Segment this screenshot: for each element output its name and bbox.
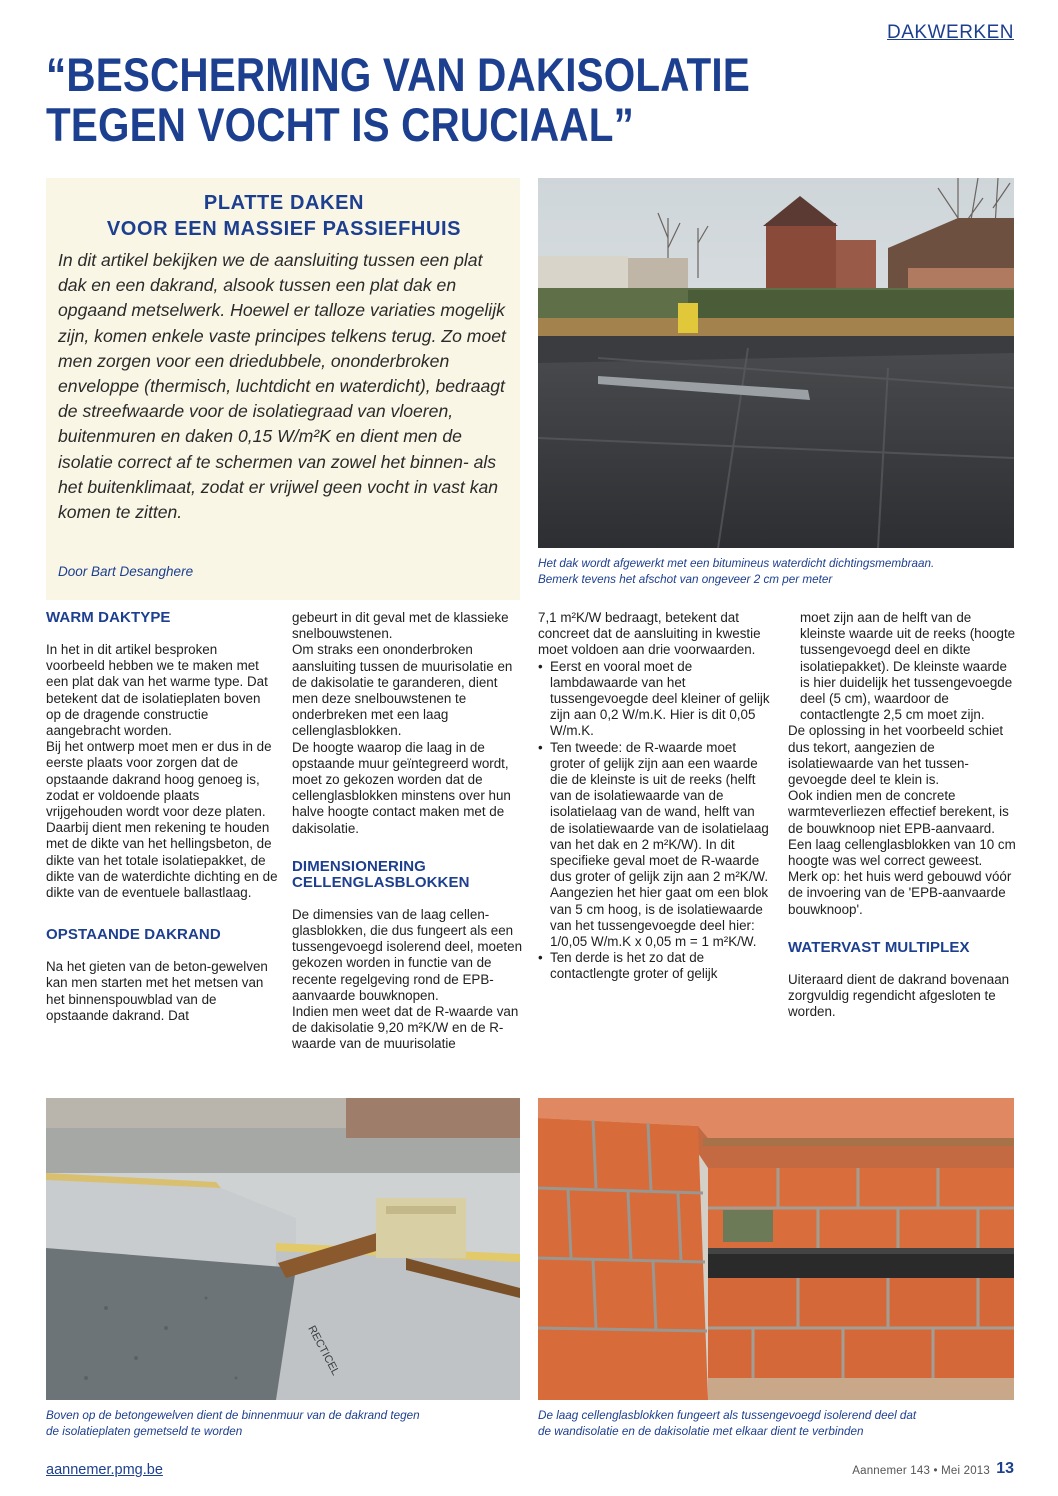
text-column-4: [788, 610, 1016, 1020]
footer-website-link[interactable]: aannemer.pmg.be: [46, 1462, 163, 1478]
col2-paragraph-1: gebeurt in dit geval met de klassieke snelbouwstenen.: [292, 610, 509, 642]
photo-brick-parapet: [538, 1098, 1014, 1400]
kicker-line-1: PLATTE DAKEN: [203, 192, 365, 214]
col2-paragraph-2: Om straks een ononderbroken aansluiting tussen de muurisolatie en de dakisolatie te garanderen, dient men deze snelbouwstenen te onderbreken met een laag cellenglasblokken.: [292, 642, 513, 739]
col2-paragraph-5: Indien men weet dat de R-waarde van de dakisolatie 9,20 m²K/W en de R-waarde van de muurisolatie: [292, 1004, 519, 1052]
col4-paragraph-4: Merk op: het huis werd gebouwd vóór de invoering van de 'EPB-aanvaarde bouwknoop'.: [788, 869, 1012, 917]
col1-paragraph-4: Na het gieten van de beton-gewelven kan men starten met het metsen van het binnenspouwblad van de opstaande dakrand. Dat: [46, 959, 268, 1023]
col4-paragraph-3: Ook indien men de concrete warmteverliezen effectief berekent, is de bouwknoop niet EPB-aanvaard. Een laag cellenglasblokken van 10 cm hoogte was wel correct geweest.: [788, 788, 1016, 869]
text-column-2: [292, 610, 524, 1053]
caption-br-line-2: de wandisolatie en de dakisolatie met elkaar dient te verbinden: [538, 1425, 864, 1438]
col1-paragraph-1: In het in dit artikel besproken voorbeeld hebben we te maken met een plat dak van het warme type. Dat betekent dat de isolatieplaten boven op de dragende constructie aangebracht worden.: [46, 642, 268, 739]
photo-brand-label: RECTICEL: [305, 1323, 342, 1378]
byline: Door Bart Desanghere: [58, 564, 194, 579]
caption-top-photo: [538, 556, 1014, 588]
headline-line-2: TEGEN VOCHT IS CRUCIAAL”: [46, 98, 634, 151]
photo-flat-roof: [538, 178, 1014, 548]
caption-br-line-1: De laag cellenglasblokken fungeert als tussengevoegd isolerend deel dat: [538, 1409, 917, 1422]
col4-paragraph-2: De oplossing in het voorbeeld schiet dus tekort, aangezien de isolatiewaarde van het tussen-gevoegde deel te klein is.: [788, 723, 1004, 788]
caption-top-line-1: Het dak wordt afgewerkt met een bitumineus waterdicht dichtingsmembraan.: [538, 557, 935, 570]
col2-paragraph-4: De dimensies van de laag cellen-glasblokken, die dus fungeert als een tussengevoegd isolerend deel, moeten gekozen worden in functie van de recente regelgeving rond de EPB-aanvaarde bouwknopen.: [292, 906, 523, 1003]
intro-lead: In dit artikel bekijken we de aansluiting tussen een plat dak en een dakrand, alsook tussen een plat dak en opgaand metselwerk. Hoewel er talloze variaties mogelijk zijn, komen enkele vaste principes telkens terug. Zo moet men zorgen voor een driedubbele, ononderbroken enveloppe (thermisch, luchtdicht en waterdicht), bedraagt de streefwaarde voor de isolatiegraad van vloeren, buitenmuren en daken 0,15 W/m²K en dient men de isolatie correct af te schermen van zowel het binnen- als het buitenklimaat, zodat er vrijwel geen vocht in vast kan komen te zitten.: [58, 250, 506, 523]
heading-watervast-multiplex: WATERVAST MULTIPLEX: [788, 938, 970, 956]
heading-warm-daktype: WARM DAKTYPE: [46, 609, 171, 626]
page-number: 13: [996, 1460, 1014, 1477]
kicker-line-2: VOOR EEN MASSIEF PASSIEFHUIS: [106, 218, 462, 240]
caption-bottom-left-photo: [46, 1408, 520, 1440]
heading-dimensionering: [292, 859, 524, 891]
heading-dim-line-1: DIMENSIONERING: [292, 857, 426, 875]
col3-paragraph-1: 7,1 m²K/W bedraagt, betekent dat concreet dat de aansluiting in kwestie moet voldoen aan drie voorwaarden.: [538, 610, 761, 658]
condition-item-2: • Ten tweede: de R-waarde moet groter of gelijk zijn aan een waarde die de kleinste is uit de reeks (helft van de isolatiewaarde van de isolatielaag van de wand, helft van de isolatiewaarde van de isolatielaag van het dak en 2 m²K/W). In dit specifieke geval moet de R-waarde dus groter of gelijk zijn aan 2 m²K/W. Aangezien het hier gaat om een blok van 5 cm hoog, is de isolatiewaarde van het tussengevoegde deel hier: 1/0,05 W/m.K x 0,05 m = 1 m²K/W.: [538, 740, 770, 951]
caption-bottom-right-photo: [538, 1408, 1014, 1440]
caption-top-line-2: Bemerk tevens het afschot van ongeveer 2 cm per meter: [538, 573, 833, 586]
headline-line-1: “BESCHERMING VAN DAKISOLATIE: [46, 48, 750, 101]
condition-item-1: • Eerst en vooral moet de lambdawaarde van het tussengevoegde deel kleiner of gelijk zijn aan 0,2 W/m.K. Hier is dit 0,05 W/m.K.: [538, 659, 770, 740]
col1-paragraph-2: Bij het ontwerp moet men er dus in de eerste plaats voor zorgen dat de opstaande dakrand hoog genoeg is, zodat er voldoende plaats vrijgehouden wordt voor deze platen.: [46, 739, 272, 820]
caption-bl-line-2: de isolatieplaten gemetseld te worden: [46, 1425, 243, 1438]
text-column-1: [46, 610, 278, 1024]
intro-box: [46, 178, 520, 600]
footer-issue-info: Aannemer 143 • Mei 2013: [852, 1465, 990, 1477]
section-tag: DAKWERKEN: [887, 22, 1014, 43]
caption-bl-line-1: Boven op de betongewelven dient de binnenmuur van de dakrand tegen: [46, 1409, 420, 1422]
col4-paragraph-1: moet zijn aan de helft van de kleinste waarde uit de reeks (hoogte tussengevoegd deel en dikte isolatiepakket). De kleinste waarde is hier duidelijk het tussengevoegde deel (5 cm), waardoor de contactlengte 2,5 cm moet zijn.: [800, 610, 1016, 723]
col4-paragraph-5: Uiteraard dient de dakrand bovenaan zorgvuldig regendicht afgesloten te worden.: [788, 971, 1010, 1020]
col2-paragraph-3: De hoogte waarop die laag in de opstaande muur geïntegreerd wordt, moet zo gekozen worden dat de cellenglasblokken minstens over hun halve hoogte contact maken met de dakisolatie.: [292, 739, 511, 836]
heading-dim-line-2: CELLENGLASBLOKKEN: [292, 873, 470, 891]
col1-paragraph-3: Daarbij dient men rekening te houden met de dikte van het hellingsbeton, de dikte van het totale isolatiepakket, de dikte van de waterdichte dichting en de dikte van de eventuele ballastlaag.: [46, 820, 278, 901]
text-column-3: [538, 610, 770, 983]
photo-insulation-boards: [46, 1098, 520, 1400]
condition-item-3: • Ten derde is het zo dat de contactlengte groter of gelijk: [538, 950, 770, 982]
conditions-list: [538, 659, 770, 983]
intro-kicker: [62, 190, 506, 242]
article-headline: [46, 50, 872, 150]
heading-opstaande-dakrand: OPSTAANDE DAKRAND: [46, 926, 221, 944]
